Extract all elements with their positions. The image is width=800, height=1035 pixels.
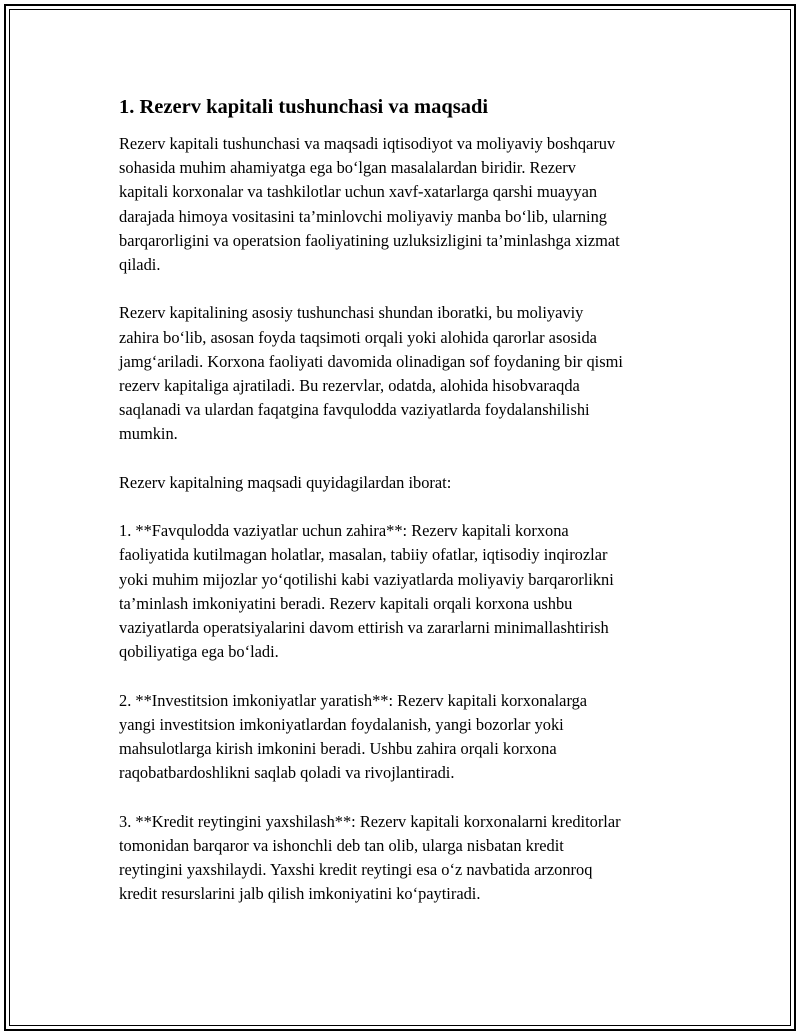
list-item-2: [119, 689, 694, 786]
text-line: vaziyatlarda operatsiyalarini davom ettirish va zararlarni minimallashtirish: [119, 618, 609, 638]
section-heading: 1. Rezerv kapitali tushunchasi va maqsadi: [119, 96, 489, 118]
text-line: darajada himoya vositasini ta’minlovchi moliyaviy manba bo‘lib, ularning: [119, 206, 607, 226]
text-line: ta’minlash imkoniyatini beradi. Rezerv kapitali orqali korxona ushbu: [119, 593, 573, 613]
text-line: barqarorligini va operatsion faoliyatining uzluksizligini ta’minlashga xizmat: [119, 230, 620, 250]
text-line: faoliyatida kutilmagan holatlar, masalan, tabiiy ofatlar, iqtisodiy inqirozlar: [119, 545, 608, 565]
text-line: sohasida muhim ahamiyatga ega bo‘lgan masalalardan biridir. Rezerv: [119, 158, 576, 178]
text-line: reytingini yaxshilaydi. Yaxshi kredit reytingi esa o‘z navbatida arzonroq: [119, 860, 593, 880]
list-item-3: [119, 810, 694, 907]
text-line: rezerv kapitaliga ajratiladi. Bu rezervlar, odatda, alohida hisobvaraqda: [119, 376, 580, 396]
text-line: saqlanadi va ulardan faqatgina favqulodda vaziyatlarda foydalanshilishi: [119, 400, 590, 420]
text-line: 2. **Investitsion imkoniyatlar yaratish**: Rezerv kapitali korxonalarga: [119, 690, 588, 710]
text-line: raqobatbardoshlikni saqlab qoladi va rivojlantiradi.: [119, 763, 455, 783]
text-line: 3. **Kredit reytingini yaxshilash**: Rezerv kapitali korxonalarni kreditorlar: [119, 811, 621, 831]
text-line: tomonidan barqaror va ishonchli deb tan olib, ularga nisbatan kredit: [119, 835, 564, 855]
list-item-1: [119, 519, 694, 664]
document-body: [119, 93, 694, 931]
text-line: jamg‘ariladi. Korxona faoliyati davomida olinadigan sof foydaning bir qismi: [119, 351, 623, 371]
paragraph-purpose-intro: [119, 471, 694, 495]
text-line: Rezerv kapitalning maqsadi quyidagilardan iborat:: [119, 472, 452, 492]
text-line: kredit resurslarini jalb qilish imkoniyatini ko‘paytiradi.: [119, 884, 481, 904]
text-line: Rezerv kapitali tushunchasi va maqsadi iqtisodiyot va moliyaviy boshqaruv: [119, 134, 616, 153]
text-line: 1. **Favqulodda vaziyatlar uchun zahira**: Rezerv kapitali korxona: [119, 521, 569, 541]
text-line: yangi investitsion imkoniyatlardan foydalanish, yangi bozorlar yoki: [119, 714, 564, 734]
text-line: Rezerv kapitalining asosiy tushunchasi shundan iboratki, bu moliyaviy: [119, 303, 584, 323]
text-line: yoki muhim mijozlar yo‘qotilishi kabi vaziyatlarda moliyaviy barqarorlikni: [119, 569, 614, 589]
text-line: kapitali korxonalar va tashkilotlar uchun xavf-xatarlarga qarshi muayyan: [119, 182, 598, 202]
text-line: zahira bo‘lib, asosan foyda taqsimoti orqali yoki alohida qarorlar asosida: [119, 327, 597, 347]
paragraph-concept: [119, 301, 694, 446]
text-line: qiladi.: [119, 255, 161, 275]
text-line: mahsulotlarga kirish imkonini beradi. Ushbu zahira orqali korxona: [119, 739, 557, 759]
text-line: mumkin.: [119, 424, 178, 444]
text-line: qobiliyatiga ega bo‘ladi.: [119, 642, 279, 662]
paragraph-intro: [119, 132, 694, 277]
